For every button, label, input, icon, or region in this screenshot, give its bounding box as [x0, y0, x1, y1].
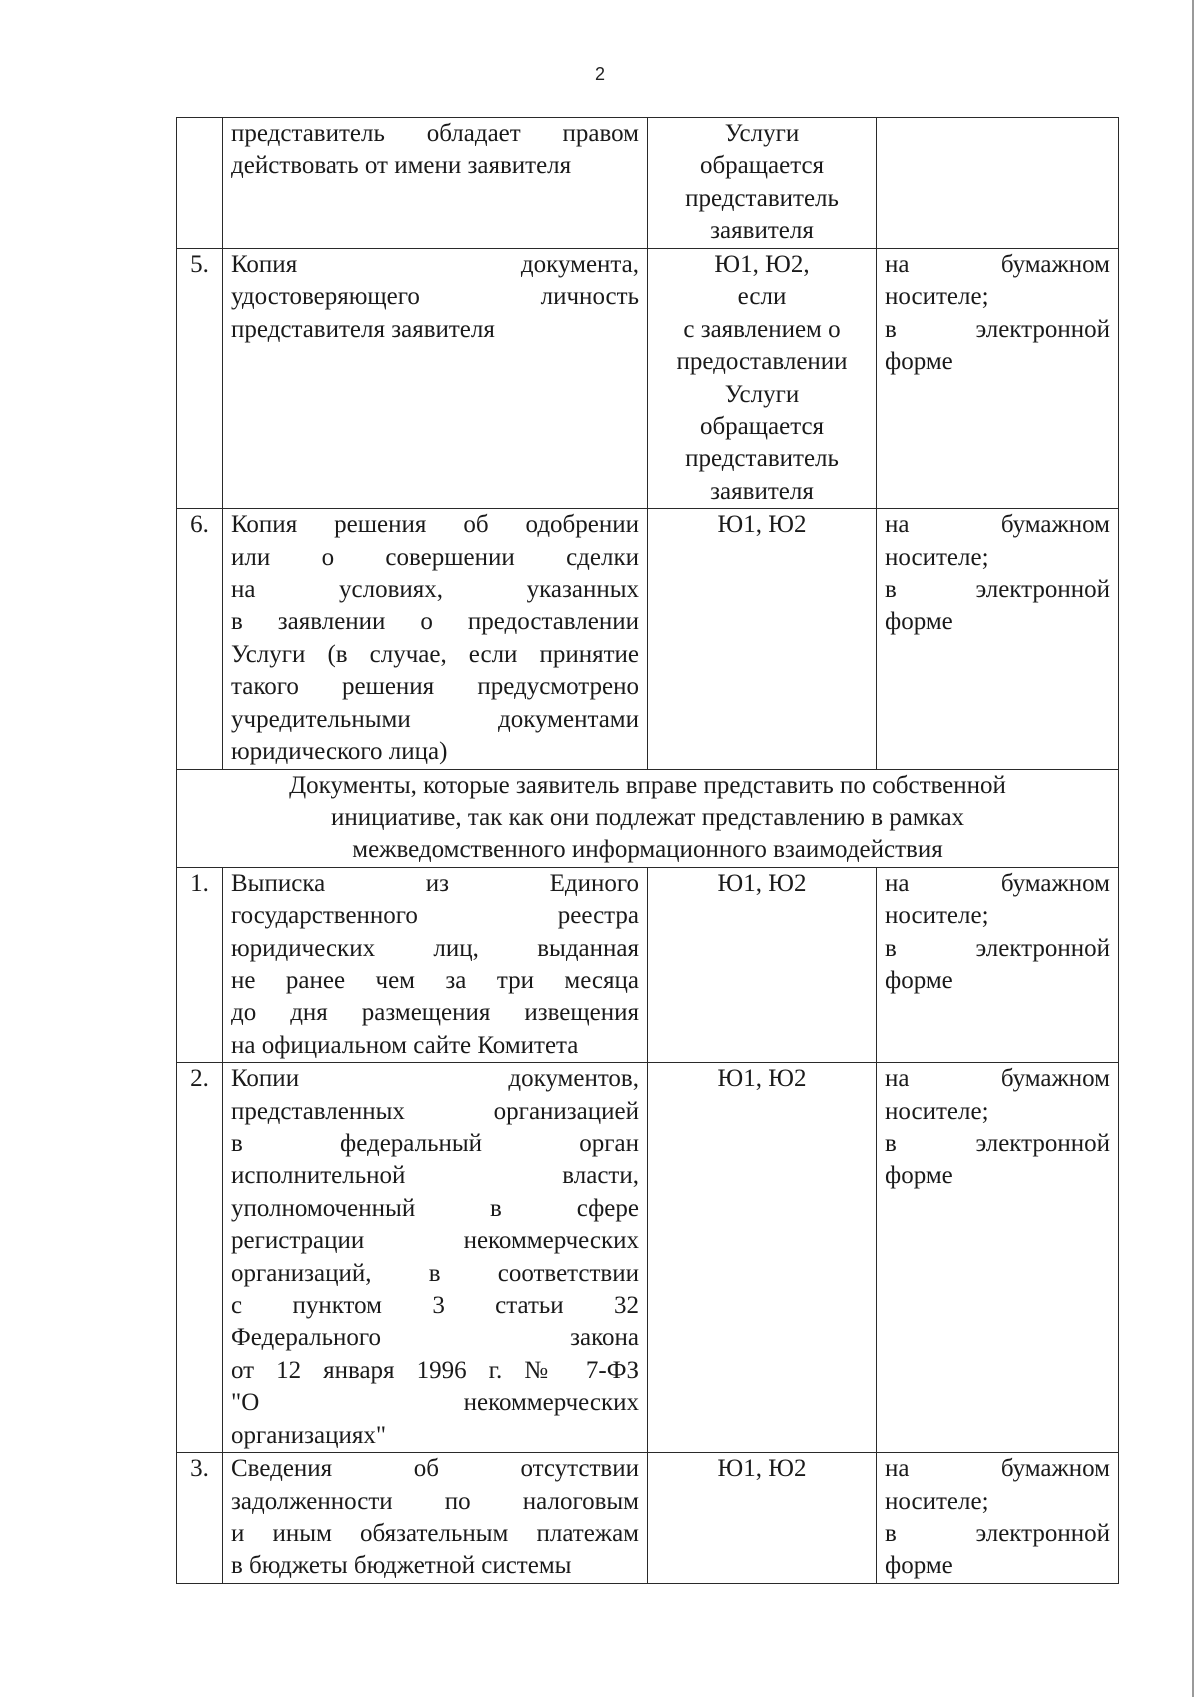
document-name-cell [223, 509, 648, 769]
row-number: 5. [177, 249, 223, 509]
document-name-cell [223, 1453, 648, 1584]
cell-line: организаций, в соответствии [231, 1259, 639, 1287]
cell-line: такого решения предусмотрено [231, 673, 639, 701]
cell-line: носителе; [885, 283, 989, 311]
cell-line: на бумажном [885, 511, 1110, 539]
cell-line: и иным обязательным платежам [231, 1519, 639, 1547]
cell-line: предоставлении [676, 348, 848, 376]
cell-line: в электронной [885, 315, 1110, 343]
row-number: 2. [177, 1063, 223, 1453]
cell-line: носителе; [885, 543, 989, 571]
cell-line: инициативе, так как они подлежат представлению в рамках [330, 803, 965, 831]
applicant-category-cell [648, 1063, 877, 1453]
cell-line: Копии документов, [231, 1065, 639, 1093]
page-edge-shadow [1192, 0, 1194, 1697]
cell-line: Выписка из Единого [231, 869, 639, 897]
cell-line: от 12 января 1996 г. № 7-ФЗ [231, 1356, 639, 1384]
cell-line: форме [885, 1162, 953, 1190]
document-name-cell [223, 867, 648, 1062]
submission-form-cell [877, 867, 1119, 1062]
cell-line: с пунктом 3 статьи 32 [231, 1292, 639, 1319]
cell-line: в федеральный орган [231, 1129, 639, 1157]
cell-line: регистрации некоммерческих [231, 1227, 639, 1255]
cell-line: на бумажном [885, 251, 1110, 278]
row-number: 1. [177, 867, 223, 1062]
section-header [177, 769, 1119, 867]
cell-line: действовать от имени заявителя [231, 152, 572, 180]
cell-line: на официальном сайте Комитета [231, 1031, 579, 1059]
submission-form-cell [877, 118, 1119, 249]
cell-line: заявителя [710, 477, 814, 505]
cell-line: юридических лиц, выданная [231, 934, 639, 962]
applicant-category-cell [648, 1453, 877, 1584]
cell-line: в электронной [885, 1129, 1110, 1157]
applicant-category-cell [648, 118, 877, 249]
cell-line: или о совершении сделки [231, 543, 639, 571]
cell-line: Ю1, Ю2 [717, 511, 807, 539]
applicant-category-cell [648, 509, 877, 769]
cell-line: носителе; [885, 1487, 989, 1515]
cell-line: организациях" [231, 1421, 387, 1449]
cell-line: государственного реестра [231, 902, 639, 930]
cell-line: представитель обладает правом [231, 120, 639, 147]
row-number: 3. [177, 1453, 223, 1584]
applicant-category-cell [648, 867, 877, 1062]
row-number [177, 118, 223, 249]
cell-line: в бюджеты бюджетной системы [231, 1552, 572, 1580]
cell-line: в электронной [885, 1519, 1110, 1547]
table-row [177, 1063, 1119, 1453]
cell-line: представителя заявителя [231, 315, 495, 343]
cell-line: Сведения об отсутствии [231, 1455, 639, 1483]
submission-form-cell [877, 249, 1119, 509]
page-number: 2 [594, 64, 605, 84]
cell-line: "О некоммерческих [231, 1389, 639, 1417]
cell-line: носителе; [885, 902, 989, 930]
cell-line: на бумажном [885, 1065, 1110, 1093]
cell-line: до дня размещения извещения [231, 999, 639, 1027]
document-name-cell [223, 118, 648, 249]
row-number: 6. [177, 509, 223, 769]
cell-line: в заявлении о предоставлении [231, 608, 639, 636]
applicant-category-cell [648, 249, 877, 509]
cell-line: Ю1, Ю2, [714, 251, 810, 278]
cell-line: Услуги [724, 120, 800, 147]
section-header-row [177, 769, 1119, 867]
document-name-cell [223, 249, 648, 509]
cell-line: форме [885, 348, 953, 376]
cell-line: учредительными документами [231, 705, 639, 733]
document-name-cell [223, 1063, 648, 1453]
cell-line: на условиях, указанных [231, 576, 639, 604]
cell-line: на бумажном [885, 869, 1110, 897]
cell-line: с заявлением о [683, 315, 841, 343]
cell-line: уполномоченный в сфере [231, 1194, 639, 1222]
cell-line: обращается [699, 413, 825, 441]
cell-line: удостоверяющего личность [231, 283, 639, 311]
cell-line: Услуги [724, 380, 800, 408]
cell-line: Копия документа, [231, 251, 639, 278]
cell-line: не ранее чем за три месяца [231, 966, 639, 994]
cell-line: исполнительной власти, [231, 1162, 639, 1190]
cell-line: межведомственного информационного взаимодействия [352, 836, 943, 864]
cell-line: заявителя [710, 217, 814, 245]
cell-line: форме [885, 608, 953, 636]
cell-line: носителе; [885, 1097, 989, 1125]
submission-form-cell [877, 509, 1119, 769]
submission-form-cell [877, 1453, 1119, 1584]
cell-line: в электронной [885, 576, 1110, 604]
cell-line: Документы, которые заявитель вправе представить по собственной [289, 771, 1006, 799]
cell-line: обращается [699, 152, 825, 180]
cell-line: Ю1, Ю2 [717, 1455, 807, 1483]
cell-line: в электронной [885, 934, 1110, 962]
cell-line: представленных организацией [231, 1097, 639, 1125]
table-row-continuation [177, 118, 1119, 249]
table-row [177, 249, 1119, 509]
cell-line: представитель [685, 184, 839, 212]
table-row [177, 1453, 1119, 1584]
cell-line: юридического лица) [231, 738, 448, 766]
submission-form-cell [877, 1063, 1119, 1453]
cell-line: Ю1, Ю2 [717, 1065, 807, 1093]
table-row [177, 867, 1119, 1062]
cell-line: Копия решения об одобрении [231, 511, 639, 539]
cell-line: форме [885, 966, 953, 994]
cell-line: Ю1, Ю2 [717, 869, 807, 897]
cell-line: представитель [685, 445, 839, 473]
cell-line: Федерального закона [231, 1324, 639, 1352]
cell-line: Услуги (в случае, если принятие [231, 640, 639, 668]
cell-line: задолженности по налоговым [231, 1487, 639, 1515]
cell-line: форме [885, 1552, 953, 1580]
cell-line: на бумажном [885, 1455, 1110, 1483]
documents-table [176, 117, 1119, 1584]
cell-line: если [737, 283, 787, 311]
table-row [177, 509, 1119, 769]
